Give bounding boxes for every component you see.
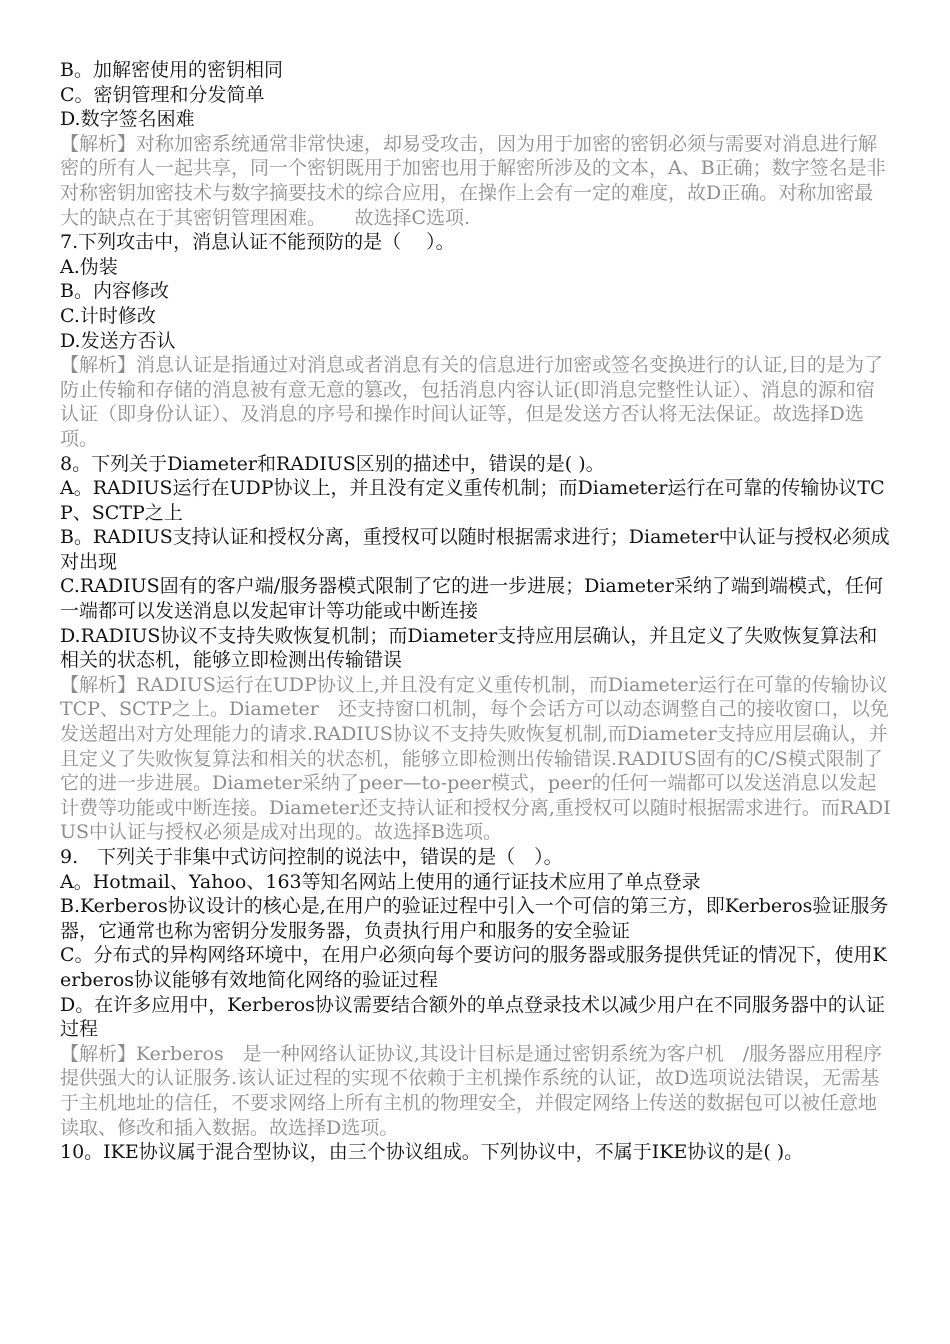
q8-option-b: B。RADIUS支持认证和授权分离，重授权可以随时根据需求进行；Diameter中认证与授权必须成对出现 (60, 526, 890, 573)
q7-question: 7.下列攻击中，消息认证不能预防的是（ ）。 (60, 231, 455, 254)
q7-option-c: C.计时修改 (60, 304, 156, 327)
q8-option-a: A。RADIUS运行在UDP协议上，并且没有定义重传机制；而Diameter运行在可靠的传输协议TCP、SCTP之上 (60, 477, 885, 524)
q9-option-d: D。在许多应用中，Kerberos协议需要结合额外的单点登录技术以减少用户在不同服务器中的认证过程 (60, 993, 885, 1041)
q8-option-c: C.RADIUS固有的客户端/服务器模式限制了它的进一步进展；Diameter采纳了端到端模式，任何一端都可以发送消息以发起审计等功能或中断连接 (60, 575, 883, 623)
q6-option-c: C。密钥管理和分发简单 (60, 83, 265, 106)
q8-option-d: D.RADIUS协议不支持失败恢复机制；而Diameter支持应用层确认，并且定义了失败恢复算法和相关的状态机，能够立即检测出传输错误 (60, 624, 878, 672)
q6-analysis: 【解析】对称加密系统通常非常快速，却易受攻击，因为用于加密的密钥必须与需要对消息进行解密的所有人一起共享，同一个密钥既用于加密也用于解密所涉及的文本，A、B正确；数字签名是非对称密钥加密技术与数字摘要技术的综合应用，在操作上会有一定的难度，故D正确。对称加密最大的缺点在于其密钥管理困难。 故选择C选项. (60, 132, 886, 229)
q7-analysis: 【解析】消息认证是指通过对消息或者消息有关的信息进行加密或签名变换进行的认证,目的是为了防止传输和存储的消息被有意无意的篡改，包括消息内容认证(即消息完整性认证）、消息的源和宿认证（即身份认证）、及消息的序号和操作时间认证等，但是发送方否认将无法保证。故选择D选项。 (60, 354, 884, 450)
q7-option-b: B。内容修改 (60, 280, 169, 303)
q9-question: 9. 下列关于非集中式访问控制的说法中，错误的是（ ）。 (60, 846, 563, 868)
q9-analysis: 【解析】Kerberos 是一种网络认证协议,其设计目标是通过密钥系统为客户机 /服务器应用程序提供强大的认证服务.该认证过程的实现不依赖于主机操作系统的认证，故D选项说法错误，无需基于主机地址的信任，不要求网络上所有主机的物理安全，并假定网络上传送的数据包可以被任意地读取、修改和插入数据。故选择D选项。 (60, 1042, 883, 1139)
q9-option-b: B.Kerberos协议设计的核心是,在用户的验证过程中引入一个可信的第三方，即Kerberos验证服务器，它通常也称为密钥分发服务器，负责执行用户和服务的安全验证 (60, 895, 889, 942)
q7-option-d: D.发送方否认 (60, 329, 176, 352)
q6-option-b: B。加解密使用的密钥相同 (60, 59, 283, 81)
q8-question: 8。下列关于Diameter和RADIUS区别的描述中，错误的是( )。 (60, 452, 605, 475)
q8-analysis: 【解析】RADIUS运行在UDP协议上,并且没有定义重传机制，而Diameter运行在可靠的传输协议TCP、SCTP之上。Diameter 还支持窗口机制，每个会话方可以动态调整自己的接收窗口，以免发送超出对方处理能力的请求.RADIUS协议不支持失败恢复机制,而Diameter支持应用层确认，并且定义了失败恢复算法和相关的状态机，能够立即检测出传输错误.RADIUS固有的C/S模式限制了它的进一步进展。Diameter采纳了peer—to-peer模式，peer的任何一端都可以发送消息以发起计费等功能或中断连接。Diameter还支持认证和授权分离,重授权可以随时根据需求进行。而RADIUS中认证与授权必须是成对出现的。故选择B选项。 (60, 673, 891, 844)
q10-question: 10。IKE协议属于混合型协议，由三个协议组成。下列协议中，不属于IKE协议的是( )。 (60, 1141, 804, 1164)
q9-option-c: C。分布式的异构网络环境中，在用户必须向每个要访问的服务器或服务提供凭证的情况下，使用Kerberos协议能够有效地简化网络的验证过程 (60, 944, 887, 991)
q9-option-a: A。Hotmail、Yahoo、163等知名网站上使用的通行证技术应用了单点登录 (60, 870, 701, 893)
q6-option-d: D.数字签名困难 (60, 108, 195, 131)
q7-option-a: A.伪装 (60, 255, 118, 278)
